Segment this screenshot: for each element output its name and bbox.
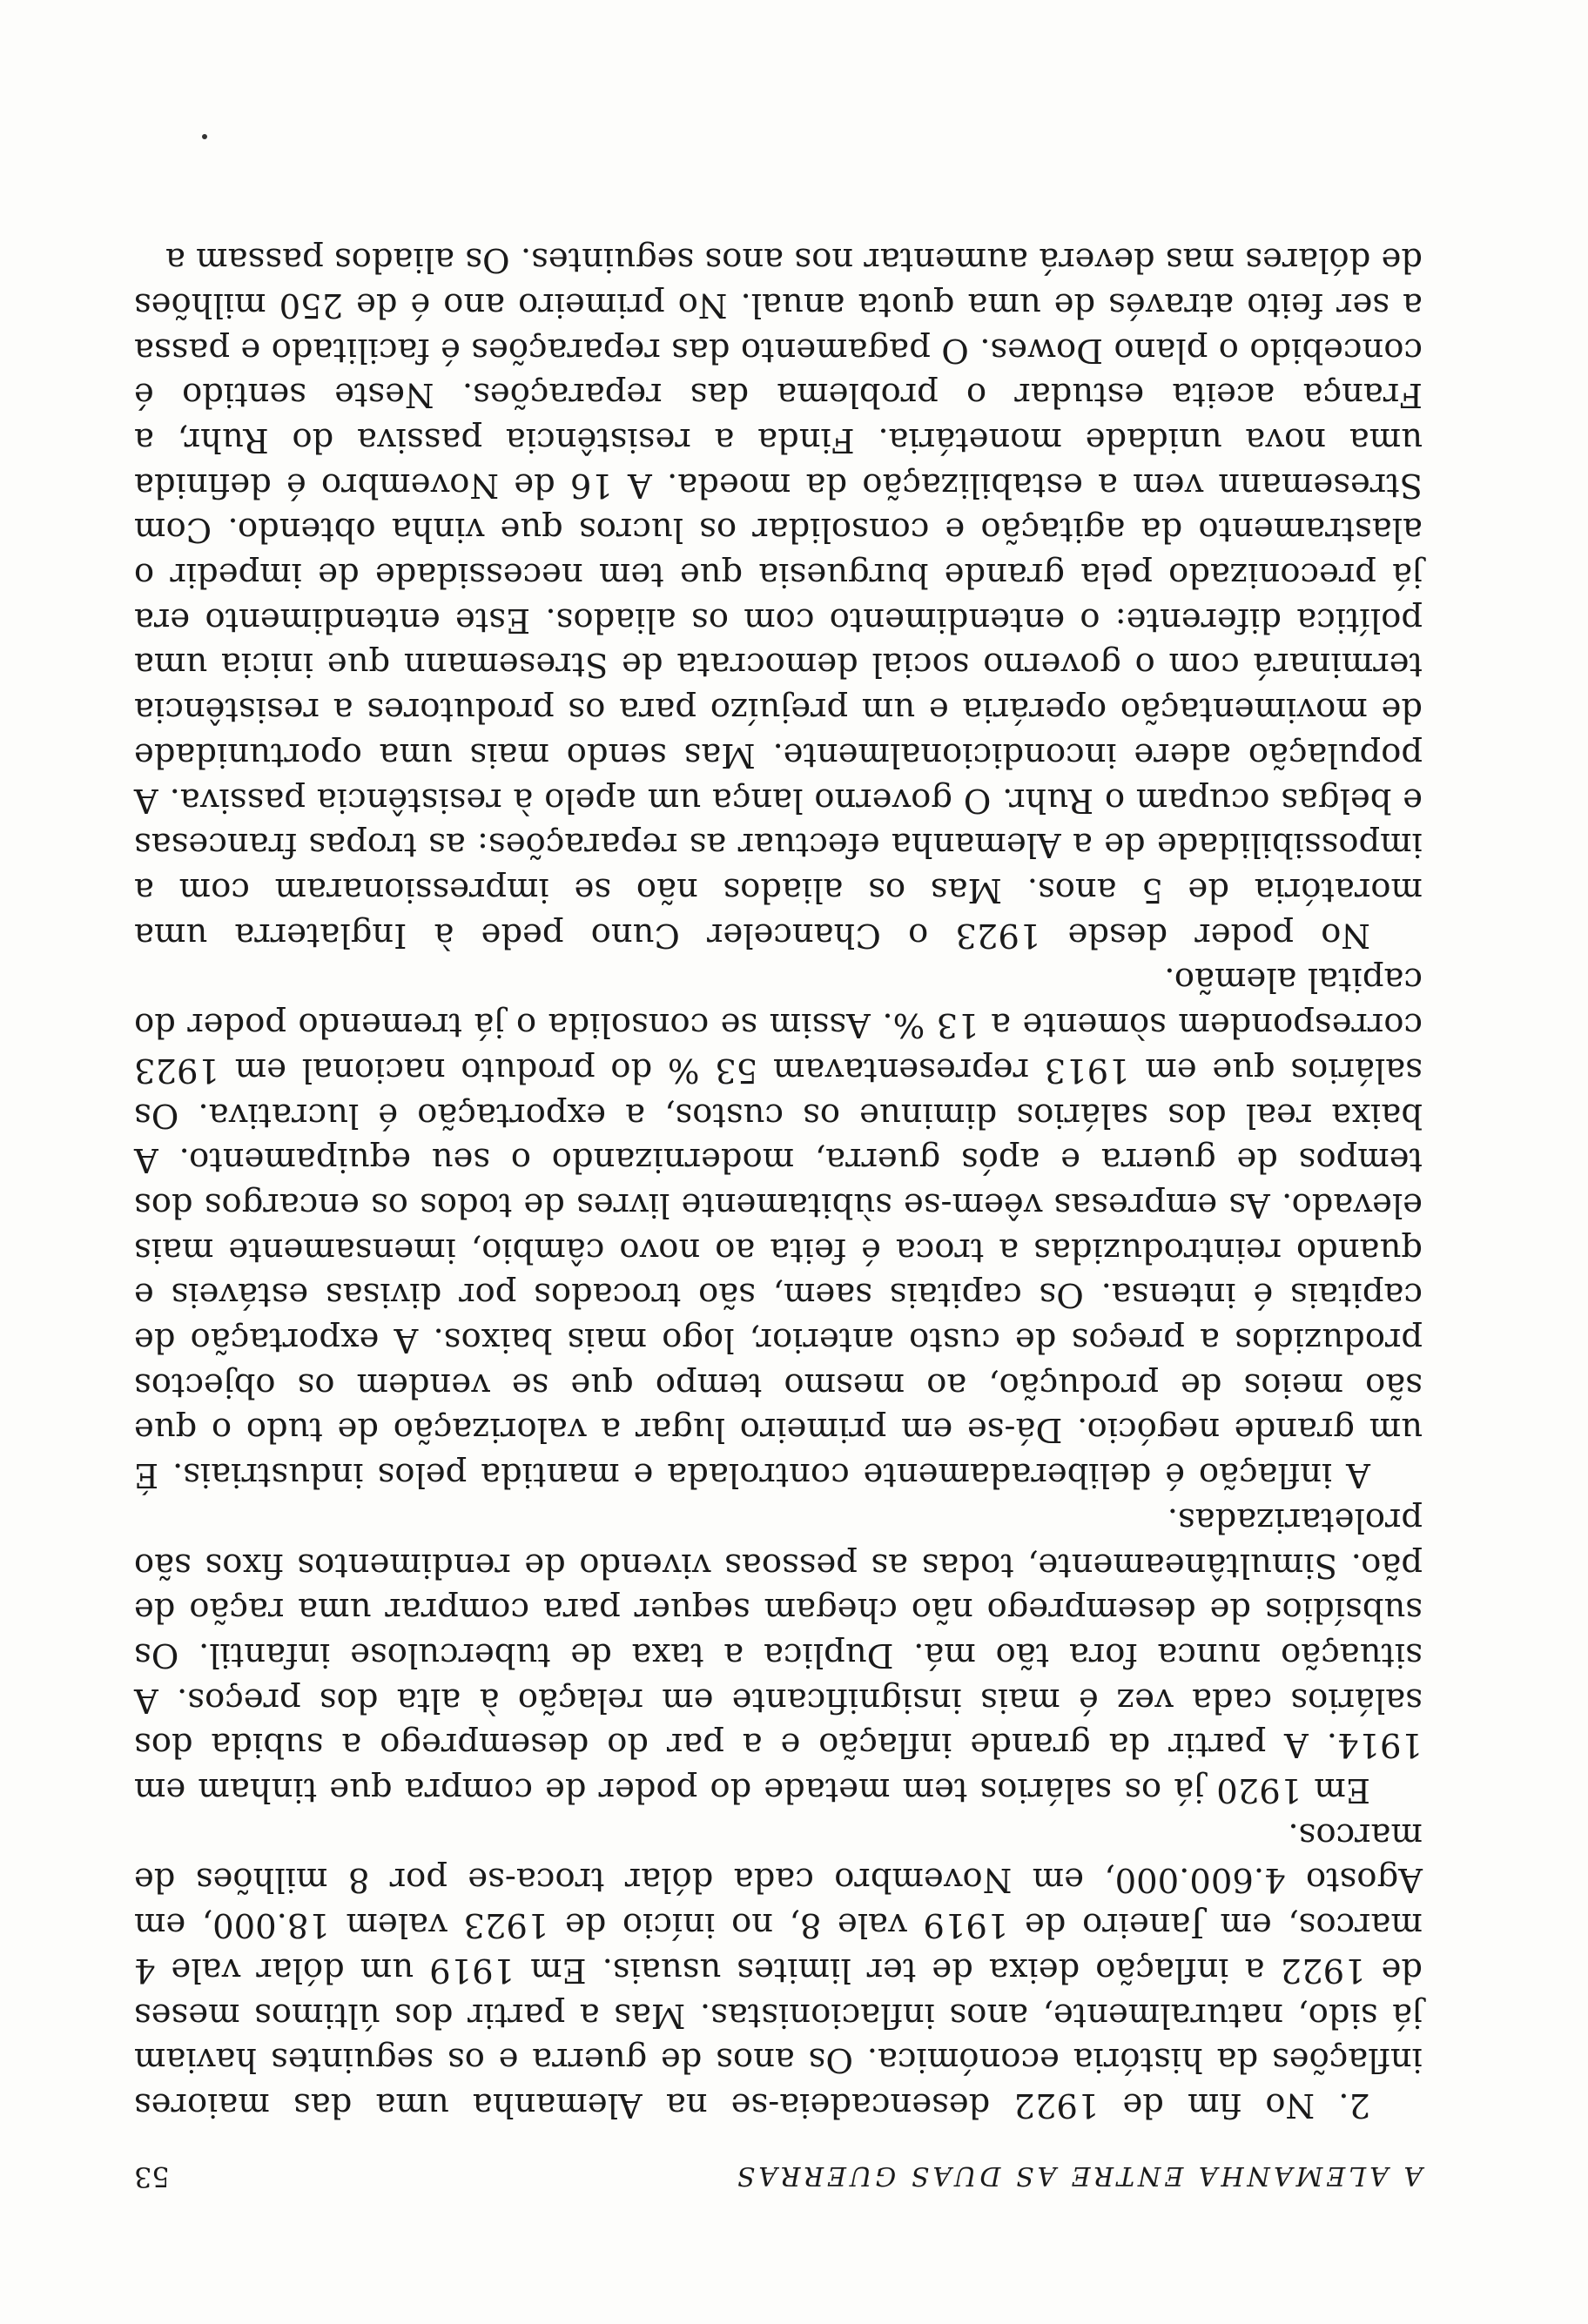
running-title: A ALEMANHA ENTRE AS DUAS GUERRAS xyxy=(733,2160,1423,2191)
page-number: 53 xyxy=(134,2160,170,2193)
page-content xyxy=(134,237,1423,2193)
paragraph-2: Em 1920 já os salários tem metade do poder de compra que tinham em 1914. A partir da grande inflação e a par do desemprego a subida dos salários cada vez é mais insignificante em relação à alta dos preços. A situação nunca fora tão má. Duplica a taxa de tuberculose infantil. Os subsídios de desemprego não chegam sequer para comprar uma ração de pão. Simultâneamente, todas as pessoas vivendo de rendimentos fixos são proletarizadas. xyxy=(134,1500,1423,1810)
running-head xyxy=(134,2160,1423,2193)
ink-speck xyxy=(202,134,207,139)
paragraph-3: A inflação é deliberadamente controlada e mantida pelos industriais. É um grande negócio. Dá-se em primeiro lugar a valorização de tudo o que são meios de produção, ao mesmo tempo que se vendem os objectos produzidos a preços de custo anterior, logo mais baixos. A exportação de capitais é intensa. Os capitais saem, são trocados por divisas estáveis e quando reintroduzidas a troca é feita ao novo câmbio, imensamente mais elevado. As empresas vêem-se sùbitamente livres de todos os encargos dos tempos de guerra e após guerra, modernizando o seu equipamento. A baixa real dos salários diminue os custos, a exportação é lucrativa. Os salários que em 1913 representavam 53 % do produto nacional em 1923 correspondem sòmente a 13 %. Assim se consolida o já tremendo poder do capital alemão. xyxy=(134,960,1423,1495)
paragraph-1: 2. No fim de 1922 desencadeia-se na Alemanha uma das maiores inflações da história económica. Os anos de guerra e os seguintes haviam já sido, naturalmente, anos inflacionistas. Mas a partir dos últimos meses de 1922 a inflação deixa de ter limites usuais. Em 1919 um dólar vale 4 marcos, em Janeiro de 1919 vale 8, no início de 1923 valem 18.000, em Agosto 4.600.000, em Novembro cada dólar troca-se por 8 milhões de marcos. xyxy=(134,1815,1423,2125)
paragraph-4: No poder desde 1923 o Chanceler Cuno pede à Inglaterra uma moratória de 5 anos. Mas os aliados não se impressionaram com a impossibilidade de a Alemanha efectuar as reparações: as tropas francesas e belgas ocupam o Ruhr. O governo lança um apelo à resistência passiva. A população adere incondicionalmente. Mas sendo mais uma oportunidade de movimentação operária e um prejuízo para os produtores a resistência terminará com o governo social democrata de Stresemann que inicia uma política diferente: o entendimento com os aliados. Este entendimento era já preconizado pela grande burguesia que tem necessidade de impedir o alastramento da agitação e consolidar os lucros que vinha obtendo. Com Stresemann vem a estabilização da moeda. A 16 de Novembro é definida uma nova unidade monetária. Finda a resistência passiva do Ruhr, a França aceita estudar o problema das reparações. Neste sentido é concebido o plano Dowes. O pagamento das reparações é facilitado e passa a ser feito através de uma quota anual. No primeiro ano é de 250 milhões de dólares mas deverá aumentar nos anos seguintes. Os aliados passam a xyxy=(134,240,1423,955)
